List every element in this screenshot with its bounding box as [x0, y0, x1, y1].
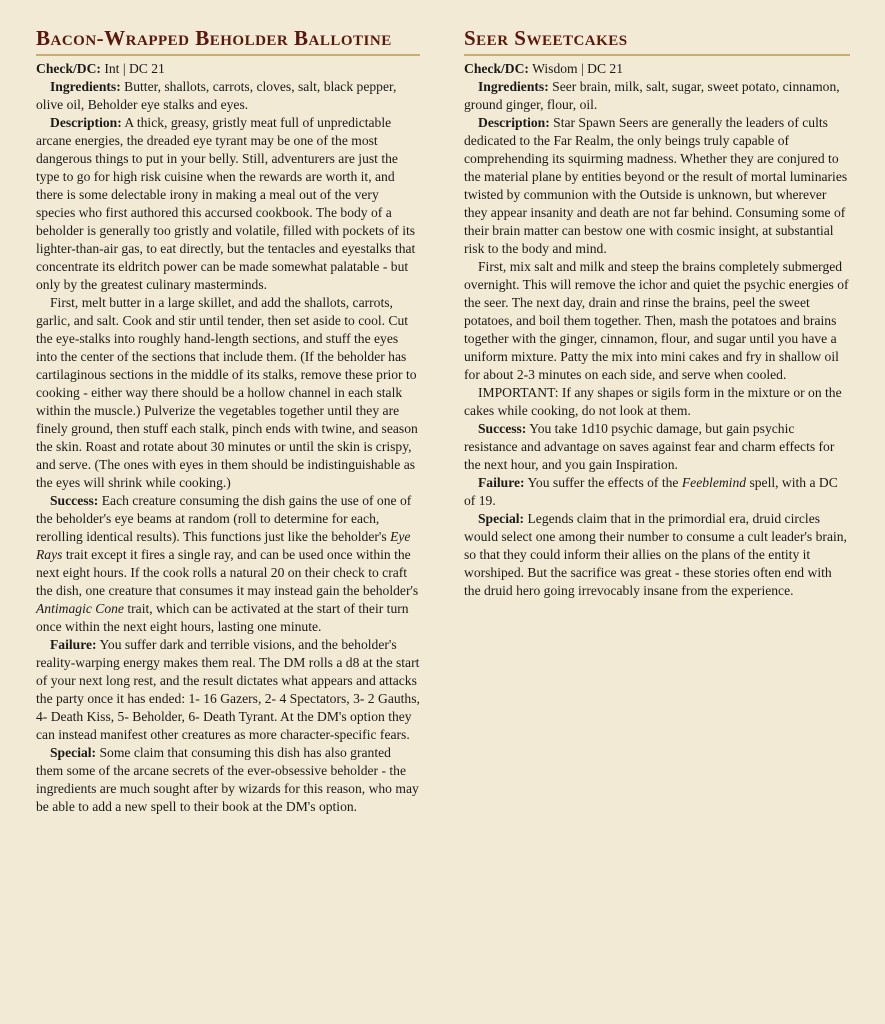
ingredients-label: Ingredients: — [50, 79, 121, 94]
check-dc-value: Wisdom | DC 21 — [528, 61, 624, 76]
failure-text-2: spell, with a DC of 19. — [464, 475, 838, 508]
special-text: Some claim that consuming this dish has also granted them some of the arcane secrets of the ever-obsessive beholder - the ingredients are much sought after by wizards for this reason, who may be able to add a new spell to their book at the DM's option. — [36, 745, 419, 814]
success-text-2: trait except it fires a single ray, and can be used once within the next eight hours. If the cook rolls a natural 20 on their check to craft the dish, one creature that consumes it may instead gain the beholder's — [36, 547, 419, 598]
ingredients-paragraph — [36, 78, 420, 114]
recipe-title: Seer Sweetcakes — [464, 24, 850, 56]
success-paragraph — [36, 492, 420, 636]
failure-paragraph — [36, 636, 420, 744]
check-dc-line — [464, 60, 850, 78]
description-label: Description: — [50, 115, 122, 130]
failure-text-1: You suffer the effects of the — [524, 475, 682, 490]
success-emphasis-antimagic-cone: Antimagic Cone — [36, 601, 124, 616]
instructions-paragraph: First, melt butter in a large skillet, and add the shallots, carrots, garlic, and salt. Cook and stir until tender, then set aside to cool. Cut the eye-stalks into roughly hand-length sections, and stuff the eyes into the center of the sections that include them. (If the beholder has cartilaginous sections in the middle of its stalks, remove these prior to cooking - either way there should be a hollow channel in each stalk within the muscle.) Pulverize the vegetables together until they are finely ground, then stuff each stalk, pinch ends with twine, and season the skin. Roast and rotate about 30 minutes or until the skin is crispy, and serve. (The ones with eyes in them should be indistinguishable as the eyes will shrink while cooking.) — [36, 295, 418, 490]
instructions-paragraph: First, mix salt and milk and steep the brains completely submerged overnight. This will remove the ichor and quiet the psychic energies of the seer. The next day, drain and rinse the brains, peel the sweet potatoes, and boil them together. Then, mash the potatoes and brains together with the ginger, cinnamon, flour, and sugar until you have a uniform mixture. Patty the mix into mini cakes and fry in shallow oil for about 2-3 minutes on each side, and serve when cooled. — [464, 259, 849, 382]
ingredients-label: Ingredients: — [478, 79, 549, 94]
special-paragraph — [464, 510, 850, 600]
failure-text: You suffer dark and terrible visions, and the beholder's reality-warping energy makes them real. The DM rolls a d8 at the start of your next long rest, and the result dictates what appears and attacks the party once it has ended: 1- 16 Gazers, 2- 4 Spectators, 3- 2 Gauths, 4- Death Kiss, 5- Beholder, 6- Death Tyrant. At the DM's option they can instead manifest other creatures as more character-specific fears. — [36, 637, 420, 742]
check-dc-value: Int | DC 21 — [100, 61, 165, 76]
description-text: A thick, greasy, gristly meat full of unpredictable arcane energies, the dreaded eye tyrant may be one of the most dangerous things to put in your belly. Still, adventurers are just the type to go for high risk cuisine when the rewards are worth it, and there is some delectable irony in making a meal out of the very species who first authored this accursed cookbook. The body of a beholder is generally too gristly and volatile, filled with pockets of its lighter-than-air gas, to eat directly, but the tentacles and eyestalks that concentrate its eldritch power can be made somewhat palatable - but only by the greatest culinary masterminds. — [36, 115, 416, 292]
special-text: Legends claim that in the primordial era, druid circles would select one among their number to consume a cult leader's brain, so that they could inform their allies on the plans of the entity it worshiped. But the sacrifice was great - these stories often end with the druid hero going irrevocably insane from the experience. — [464, 511, 847, 598]
failure-label: Failure: — [50, 637, 97, 652]
success-label: Success: — [50, 493, 99, 508]
recipe-beholder-ballotine — [36, 24, 420, 816]
description-label: Description: — [478, 115, 550, 130]
success-emphasis-eye-rays: Eye Rays — [36, 529, 411, 562]
ingredients-text: Seer brain, milk, salt, sugar, sweet potato, cinnamon, ground ginger, flour, oil. — [464, 79, 840, 112]
special-label: Special: — [50, 745, 97, 760]
special-paragraph — [36, 744, 420, 816]
check-dc-line — [36, 60, 420, 78]
success-text-3: trait, which can be activated at the start of their turn once within the next eight hours, lasting one minute. — [36, 601, 409, 634]
success-text: You take 1d10 psychic damage, but gain psychic resistance and advantage on saves against fear and charm effects for the next hour, and you gain Inspiration. — [464, 421, 835, 472]
failure-emphasis-feeblemind: Feeblemind — [681, 475, 747, 490]
description-paragraph — [36, 114, 420, 294]
description-text: Star Spawn Seers are generally the leaders of cults dedicated to the Far Realm, the only beings truly capable of comprehending its squirming madness. Whether they are conjured to the material plane by entities beyond or the result of mortal luminaries twisted by communion with the Outside is unknown, but wherever they appear insanity and death are not far behind. Consuming some of their brain matter can bestow one with cosmic insight, at substantial risk to the body and mind. — [464, 115, 848, 256]
description-paragraph — [464, 114, 850, 258]
success-label: Success: — [478, 421, 527, 436]
failure-paragraph — [464, 474, 850, 510]
check-dc-label: Check/DC: — [36, 61, 101, 76]
success-text-1: Each creature consuming the dish gains the use of one of the beholder's eye beams at random (roll to determine for each, rerolling identical results). This functions just like the beholder's — [36, 493, 412, 544]
recipe-seer-sweetcakes — [464, 24, 850, 600]
recipe-title: Bacon-Wrapped Beholder Ballotine — [36, 24, 420, 56]
ingredients-paragraph — [464, 78, 850, 114]
important-paragraph: IMPORTANT: If any shapes or sigils form in the mixture or on the cakes while cooking, do not look at them. — [464, 385, 842, 418]
special-label: Special: — [478, 511, 525, 526]
success-paragraph — [464, 420, 850, 474]
check-dc-label: Check/DC: — [464, 61, 529, 76]
ingredients-text: Butter, shallots, carrots, cloves, salt, black pepper, olive oil, Beholder eye stalks and eyes. — [36, 79, 397, 112]
failure-label: Failure: — [478, 475, 525, 490]
